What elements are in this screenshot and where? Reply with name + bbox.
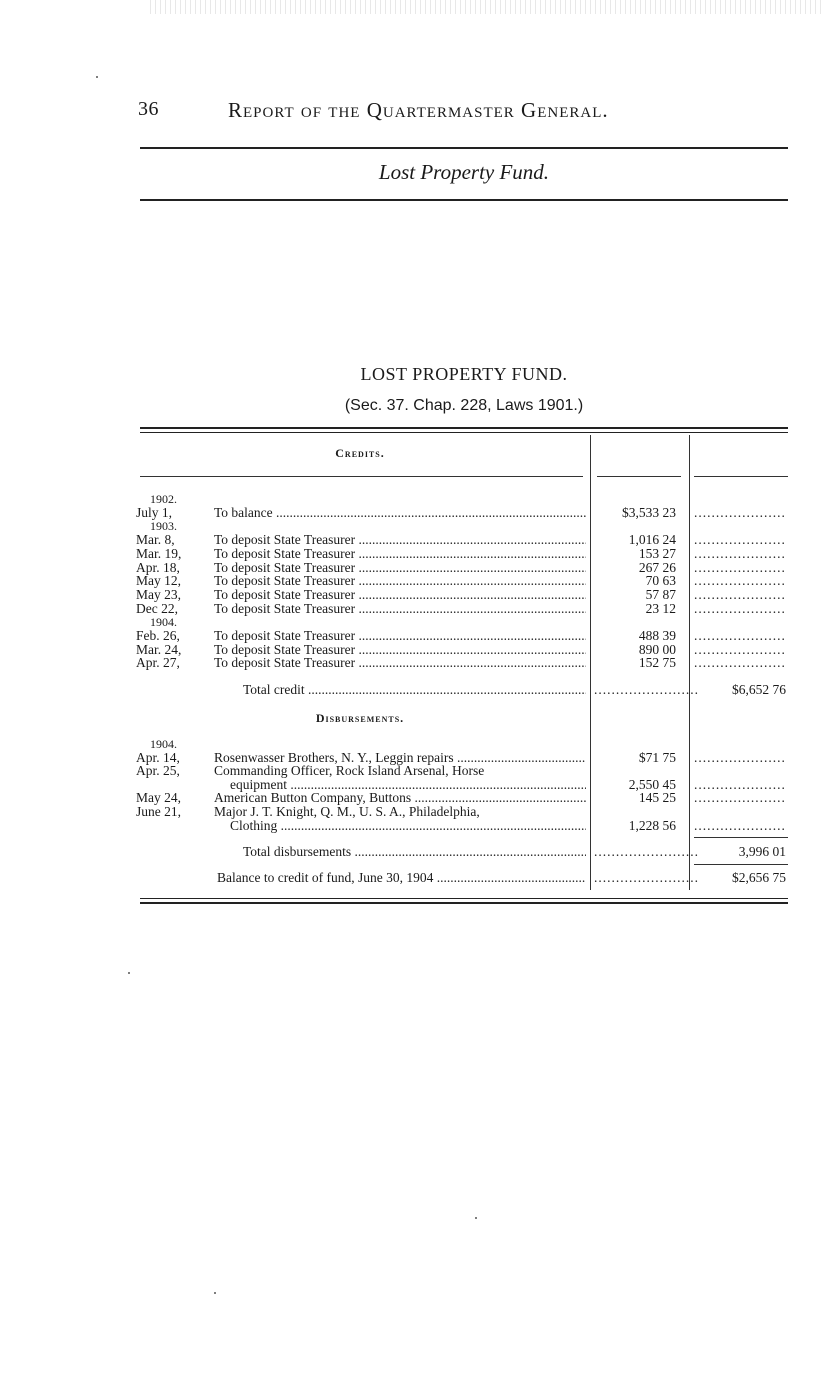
entry-description: To deposit State Treasurer [214,629,356,643]
entry-date: Apr. 18, [136,559,180,575]
entry-date: May 24, [136,790,181,806]
entry-date: May 23, [136,586,181,602]
entry-date: May 12, [136,573,181,589]
dot-leader [694,791,786,805]
entry-amount: 145 25 [638,790,676,806]
header-rule-top [140,147,788,149]
entry-description: Clothing [230,818,278,833]
entry-description: Commanding Officer, Rock Island Arsenal, Horse [214,764,485,779]
fund-subtitle: (Sec. 37. Chap. 228, Laws 1901.) [344,397,584,414]
header-rule-bottom [140,199,788,201]
entry-amount: 488 39 [638,628,676,643]
entry-description: To deposit State Treasurer [214,533,356,548]
dot-leader [694,819,786,833]
column-divider-2 [689,435,690,890]
entry-amount: 23 12 [645,600,676,616]
entry-description: To deposit State Treasurer [214,546,356,561]
table-rule-top [140,427,788,429]
column-divider-1 [590,435,591,890]
entry-description: To deposit State Treasurer [214,656,356,671]
entry-description: To deposit State Treasurer [214,574,356,589]
entry-description: To deposit State Treasurer [214,560,356,575]
dot-leader [694,751,786,765]
entry-date: Mar. 24, [136,641,182,657]
table-rule-top-thin [140,432,788,433]
running-head [138,98,788,128]
year-label: 1904. [150,737,177,751]
dot-leader [694,533,786,547]
entry-amount: 1,228 56 [628,817,676,833]
dot-leader [694,547,786,561]
entry-description: American Button Company, Buttons [214,791,412,806]
entry-date: June 21, [136,804,181,819]
entry-date: Mar. 8, [136,532,175,548]
scan-speck [128,972,130,974]
dot-leader [694,656,786,670]
entry-amount: $71 75 [638,749,676,765]
total-credit-label: Total credit [243,683,305,697]
entry-amount: 1,016 24 [628,532,676,548]
balance-rule [694,864,788,865]
entry-description: To deposit State Treasurer [214,601,356,616]
scan-speck [96,76,98,78]
disbursements-heading: Disbursements. [315,711,405,725]
entry-description: To balance [214,505,273,520]
dot-leader [694,778,786,792]
entry-description: To deposit State Treasurer [214,642,356,657]
total-credit-amount: $6,652 76 [732,683,786,697]
dot-leader [694,561,786,575]
balance-amount: $2,656 75 [732,871,786,885]
dot-leader [694,506,786,520]
credits-heading: Credits. [335,446,385,460]
credits-head-rule [140,476,583,477]
amount-head-rule [597,476,681,477]
table-rule-bottom [140,902,788,904]
entry-description: Rosenwasser Brothers, N. Y., Leggin repairs [214,750,454,765]
entry-amount: 70 63 [645,573,676,589]
scan-speck [214,1292,216,1294]
dot-leader [694,643,786,657]
entry-date: Apr. 14, [136,749,180,765]
total-disbursements-label: Total disbursements [243,845,352,859]
entry-amount: 267 26 [638,559,676,575]
entry-description: To deposit State Treasurer [214,587,356,602]
entry-date: Apr. 25, [136,763,180,779]
dot-leader [694,574,786,588]
entry-date: July 1, [136,504,173,520]
year-label: 1904. [150,615,177,630]
running-title: Report of the Quartermaster General. [228,98,609,122]
total-disbursements-amount: 3,996 01 [738,845,786,859]
dot-leader [694,629,786,643]
entry-amount: 152 75 [638,655,676,671]
entry-date: Feb. 26, [136,628,180,643]
scan-noise [150,0,823,14]
section-title: Lost Property Fund. [378,160,550,184]
page-number: 36 [138,98,159,120]
dot-leader [694,602,786,616]
table-rule-bottom-thin [140,898,788,899]
disb-sum-rule [694,837,788,838]
entry-amount: 890 00 [638,641,676,657]
balance-label: Balance to credit of fund, June 30, 1904 [217,871,434,885]
entry-amount: 57 87 [645,586,676,602]
entry-amount: $3,533 23 [622,504,676,520]
dot-leader [694,588,786,602]
fund-title: LOST PROPERTY FUND. [360,364,568,384]
entry-date: Dec 22, [136,600,178,616]
scan-speck [475,1217,477,1219]
entry-amount: 153 27 [638,545,676,561]
year-label: 1903. [150,519,177,534]
entry-description: Major J. T. Knight, Q. M., U. S. A., Philadelphia, [214,805,480,819]
entry-date: Apr. 27, [136,655,180,671]
entry-amount: 2,550 45 [628,776,676,792]
year-label: 1902. [150,492,177,506]
entry-date: Mar. 19, [136,545,182,561]
total-head-rule [694,476,788,477]
entry-description: equipment [230,777,287,792]
